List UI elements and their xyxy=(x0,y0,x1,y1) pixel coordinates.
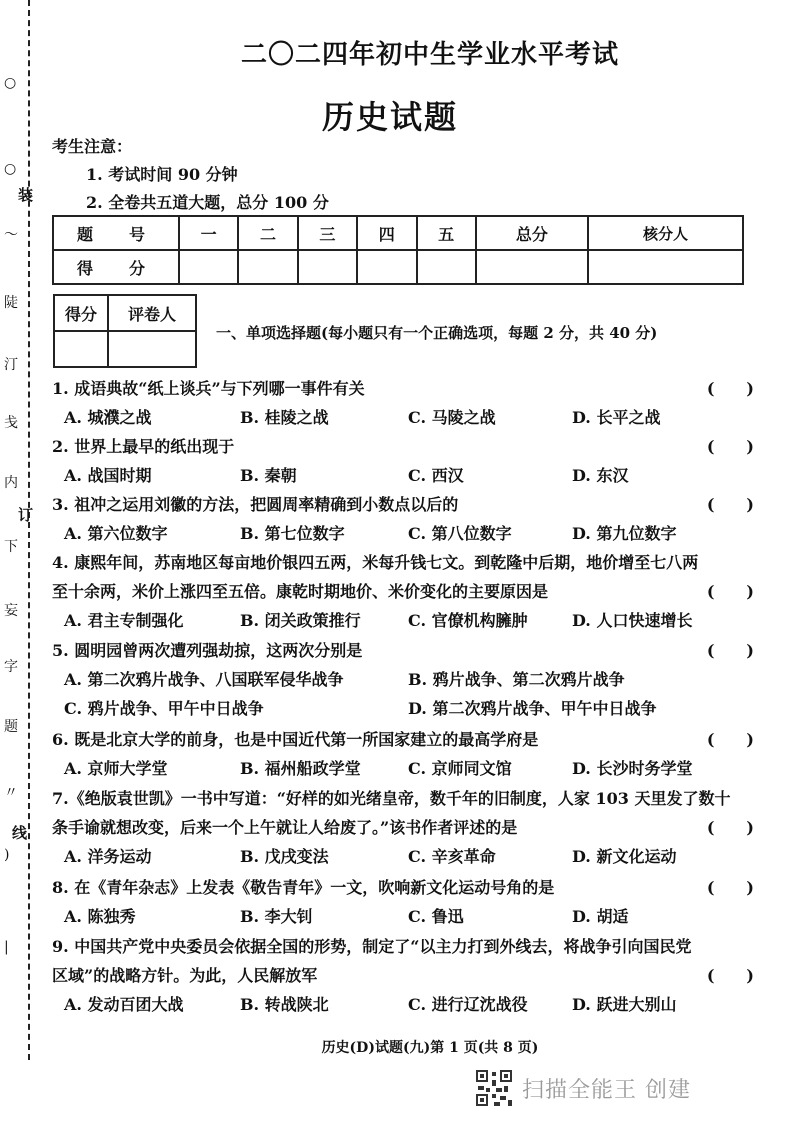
option-row xyxy=(52,754,768,783)
score-input-cell[interactable] xyxy=(588,250,743,284)
option-b[interactable]: B. 李大钊 xyxy=(240,907,313,926)
question-item xyxy=(52,490,768,548)
option-a[interactable]: A. 京师大学堂 xyxy=(64,759,168,778)
binding-circle-mark: ○ xyxy=(4,161,17,177)
option-row xyxy=(52,902,768,931)
question-item xyxy=(52,873,768,931)
option-b[interactable]: B. 转战陕北 xyxy=(240,995,329,1014)
option-d[interactable]: D. 胡适 xyxy=(572,907,629,926)
option-c[interactable]: C. 鸦片战争、甲午中日战争 xyxy=(64,699,264,718)
binding-mark: 〃 xyxy=(4,785,18,801)
option-d[interactable]: D. 新文化运动 xyxy=(572,847,677,866)
option-c[interactable]: C. 鲁迅 xyxy=(408,907,464,926)
option-b[interactable]: B. 第七位数字 xyxy=(240,524,345,543)
subject-title: 历史试题 xyxy=(321,98,458,136)
answer-paren[interactable]: ( ) xyxy=(706,878,754,897)
score-table-cell: 三 xyxy=(298,216,357,250)
option-b[interactable]: B. 闭关政策推行 xyxy=(240,611,361,630)
notice-item: 2. 全卷共五道大题，总分 100 分 xyxy=(86,193,329,212)
score-input-cell[interactable] xyxy=(298,250,357,284)
binding-mark: 汀 xyxy=(4,357,18,373)
question-stem-continued: 至十余两，米价上涨四至五倍。康乾时期地价、米价变化的主要原因是 xyxy=(52,582,549,601)
option-row xyxy=(52,842,768,871)
option-c[interactable]: C. 西汉 xyxy=(408,466,464,485)
question-item xyxy=(52,636,768,723)
option-a[interactable]: A. 第二次鸦片战争、八国联军侵华战争 xyxy=(64,670,344,689)
option-d[interactable]: D. 跃进大别山 xyxy=(572,995,677,1014)
binding-char: 线 xyxy=(12,824,28,842)
question-stem: 9. 中国共产党中央委员会依据全国的形势，制定了“以主力打到外线去，将战争引向国民党 xyxy=(52,937,692,956)
option-row xyxy=(52,665,768,694)
score-table-cell: 一 xyxy=(179,216,238,250)
question-item xyxy=(52,725,768,783)
score-table-cell: 二 xyxy=(238,216,297,250)
option-d[interactable]: D. 长沙时务学堂 xyxy=(572,759,693,778)
option-d[interactable]: D. 东汉 xyxy=(572,466,629,485)
option-b[interactable]: B. 福州船政学堂 xyxy=(240,759,361,778)
exam-title: 二〇二四年初中生学业水平考试 xyxy=(240,40,619,70)
score-table-header-row xyxy=(53,216,743,250)
option-a[interactable]: A. 城濮之战 xyxy=(64,408,152,427)
option-row xyxy=(52,606,768,635)
option-a[interactable]: A. 陈独秀 xyxy=(64,907,136,926)
question-stem-continued: 条手谕就想改变，后来一个上午就让人给废了。”该书作者评述的是 xyxy=(52,818,518,837)
option-row xyxy=(52,519,768,548)
question-stem: 7.《绝版袁世凯》一书中写道：“好样的如光绪皇帝，数千年的旧制度，人家 103 天里发了数十 xyxy=(52,789,731,808)
score-table-cell: 题 号 xyxy=(53,216,179,250)
grader-name-cell[interactable] xyxy=(108,331,196,367)
option-d[interactable]: D. 第二次鸦片战争、甲午中日战争 xyxy=(408,699,657,718)
answer-paren[interactable]: ( ) xyxy=(706,379,754,398)
option-c[interactable]: C. 马陵之战 xyxy=(408,408,496,427)
binding-mark: 下 xyxy=(4,539,18,555)
option-b[interactable]: B. 鸦片战争、第二次鸦片战争 xyxy=(408,670,625,689)
score-table-score-row xyxy=(53,250,743,284)
notice-item: 1. 考试时间 90 分钟 xyxy=(86,165,238,184)
score-input-cell[interactable] xyxy=(238,250,297,284)
option-c[interactable]: C. 京师同文馆 xyxy=(408,759,512,778)
score-input-cell[interactable] xyxy=(357,250,416,284)
question-item xyxy=(52,932,768,1019)
scanner-watermark xyxy=(474,1068,691,1108)
option-c[interactable]: C. 辛亥革命 xyxy=(408,847,496,866)
option-c[interactable]: C. 第八位数字 xyxy=(408,524,512,543)
binding-circle-mark: ○ xyxy=(4,75,17,91)
grader-name-label: 评卷人 xyxy=(108,295,196,331)
option-b[interactable]: B. 秦朝 xyxy=(240,466,297,485)
option-row xyxy=(52,403,768,432)
binding-mark: 字 xyxy=(4,659,18,675)
option-c[interactable]: C. 官僚机构臃肿 xyxy=(408,611,528,630)
score-table xyxy=(52,215,744,285)
binding-mark: 题 xyxy=(4,719,18,735)
grader-score-cell[interactable] xyxy=(54,331,108,367)
option-b[interactable]: B. 戊戌变法 xyxy=(240,847,329,866)
watermark-text: 扫描全能王 创建 xyxy=(522,1077,691,1103)
binding-char: 订 xyxy=(18,506,34,524)
option-a[interactable]: A. 第六位数字 xyxy=(64,524,168,543)
question-stem: 8. 在《青年杂志》上发表《敬告青年》一文，吹响新文化运动号角的是 xyxy=(52,878,555,897)
score-table-cell: 核分人 xyxy=(588,216,743,250)
question-stem: 3. 祖冲之运用刘徽的方法，把圆周率精确到小数点以后的 xyxy=(52,495,459,514)
score-input-cell[interactable] xyxy=(476,250,588,284)
score-input-cell[interactable] xyxy=(417,250,476,284)
qr-code-icon xyxy=(474,1068,514,1108)
option-row xyxy=(52,461,768,490)
question-stem: 2. 世界上最早的纸出现于 xyxy=(52,437,235,456)
option-c[interactable]: C. 进行辽沈战役 xyxy=(408,995,528,1014)
question-stem: 5. 圆明园曾两次遭列强劫掠，这两次分别是 xyxy=(52,641,363,660)
binding-mark: 陡 xyxy=(4,295,18,311)
binding-dashed-line xyxy=(28,0,30,1060)
binding-mark: 戋 xyxy=(4,415,18,431)
option-d[interactable]: D. 长平之战 xyxy=(572,408,661,427)
option-row xyxy=(52,990,768,1019)
score-input-cell[interactable] xyxy=(179,250,238,284)
grader-score-label: 得分 xyxy=(54,295,108,331)
grader-box xyxy=(53,294,197,368)
answer-paren[interactable]: ( ) xyxy=(706,437,754,456)
binding-char: 装 xyxy=(18,186,34,204)
question-stem-continued: 区域”的战略方针。为此，人民解放军 xyxy=(52,966,318,985)
question-stem: 6. 既是北京大学的前身，也是中国近代第一所国家建立的最高学府是 xyxy=(52,730,539,749)
answer-paren[interactable]: ( ) xyxy=(706,495,754,514)
binding-mark: 妄 xyxy=(4,603,18,619)
option-a[interactable]: A. 发动百团大战 xyxy=(64,995,184,1014)
question-item xyxy=(52,784,768,871)
question-stem: 4. 康熙年间，苏南地区每亩地价银四五两，米每升钱七文。到乾隆中后期，地价增至七八两 xyxy=(52,553,699,572)
answer-paren[interactable]: ( ) xyxy=(706,641,754,660)
answer-paren[interactable]: ( ) xyxy=(706,730,754,749)
page-footer: 历史(D)试题(九)第 1 页(共 8 页) xyxy=(321,1040,539,1056)
option-a[interactable]: A. 君主专制强化 xyxy=(64,611,184,630)
option-a[interactable]: A. 战国时期 xyxy=(64,466,152,485)
binding-mark: 〜 xyxy=(4,227,18,243)
question-item xyxy=(52,374,768,432)
binding-mark: ) xyxy=(4,847,10,863)
option-row xyxy=(52,694,768,723)
answer-paren[interactable]: ( ) xyxy=(706,966,754,985)
question-stem: 1. 成语典故“纸上谈兵”与下列哪一事件有关 xyxy=(52,379,365,398)
binding-mark: 内 xyxy=(4,475,18,491)
score-table-cell: 五 xyxy=(417,216,476,250)
option-a[interactable]: A. 洋务运动 xyxy=(64,847,152,866)
option-d[interactable]: D. 人口快速增长 xyxy=(572,611,693,630)
section-title: 一、单项选择题(每小题只有一个正确选项，每题 2 分，共 40 分) xyxy=(216,324,658,342)
question-item xyxy=(52,432,768,490)
binding-mark: | xyxy=(4,939,9,955)
question-item xyxy=(52,548,768,635)
answer-paren[interactable]: ( ) xyxy=(706,582,754,601)
notice-heading: 考生注意： xyxy=(52,137,133,156)
option-b[interactable]: B. 桂陵之战 xyxy=(240,408,329,427)
option-d[interactable]: D. 第九位数字 xyxy=(572,524,677,543)
score-table-cell: 总分 xyxy=(476,216,588,250)
score-table-cell: 四 xyxy=(357,216,416,250)
score-table-cell: 得 分 xyxy=(53,250,179,284)
answer-paren[interactable]: ( ) xyxy=(706,818,754,837)
